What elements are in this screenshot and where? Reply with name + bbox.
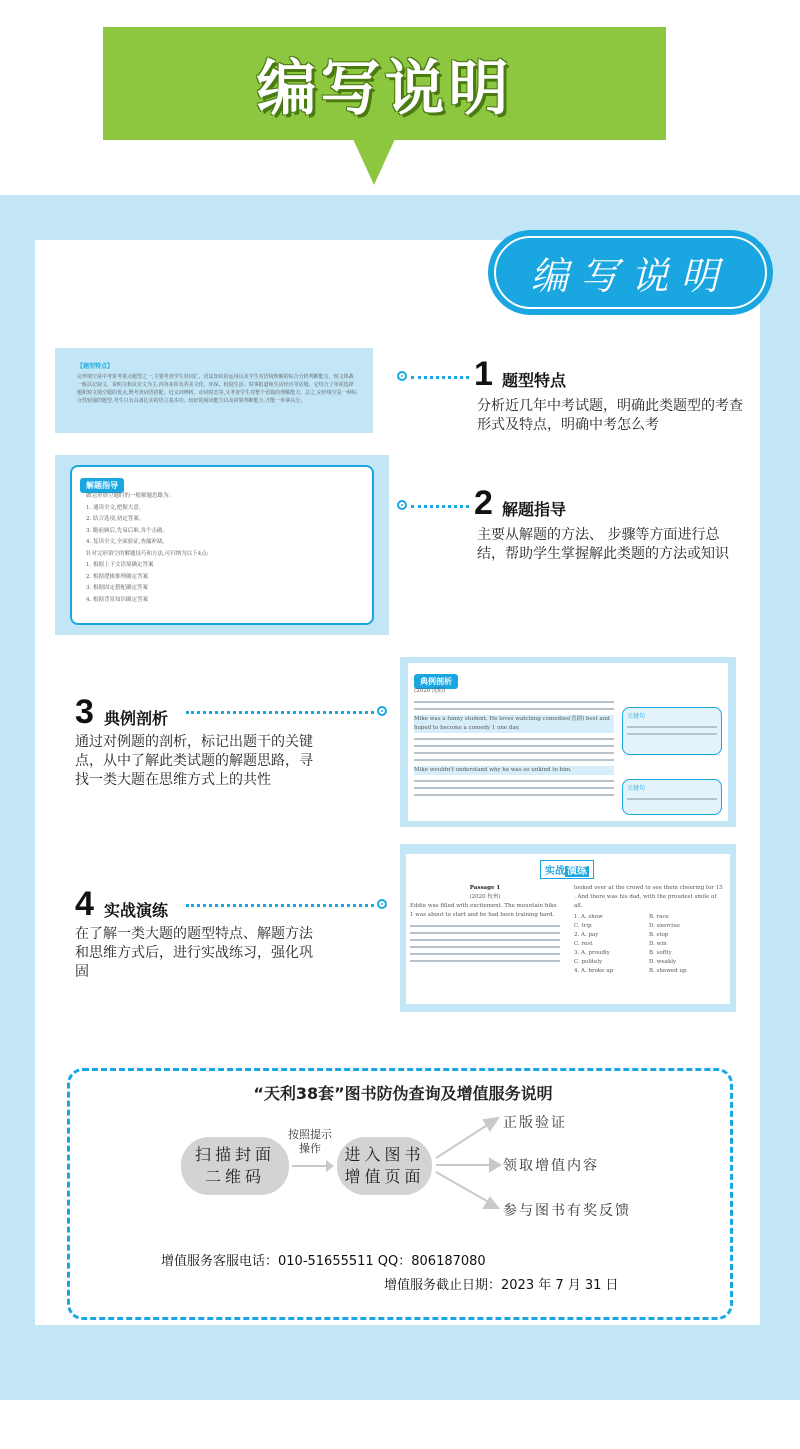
note-title: 关键句 xyxy=(627,785,646,792)
option: C. politely xyxy=(574,959,603,965)
section-1-desc: 分析近几年中考试题，明确此类题型的考查形式及特点，明确中考怎么考 xyxy=(477,398,743,433)
connector-dot xyxy=(377,706,387,716)
note-title: 关键句 xyxy=(627,713,646,720)
section-2-title: 解题指导 xyxy=(502,500,567,519)
thumb2-line: 2. 结合选项,初定答案。 xyxy=(86,516,145,522)
banner-title: 编写说明 xyxy=(256,53,513,124)
option: C. trip xyxy=(574,923,592,929)
section-1-number: 1 xyxy=(474,355,493,393)
connector-line xyxy=(411,505,469,509)
thumb4-text-right: looked over at the crowd to see them cheering for 15 . And there was his dad, with the proudest smile of all. xyxy=(574,885,723,909)
thumb2-line: 2. 根据逻辑推理确定答案 xyxy=(86,573,148,580)
option: D. exercise xyxy=(649,923,680,929)
thumb2-line: 4. 复读全文,全面验证,查漏补缺。 xyxy=(86,539,168,545)
option: D. weakly xyxy=(649,959,677,965)
thumb-question-features xyxy=(55,348,373,433)
option: B. softly xyxy=(649,950,672,956)
thumb2-line: 做完形填空题时的一般解题思路为: xyxy=(86,493,171,499)
thumb2-line: 3. 瞻前顾后,先易后难,各个击破。 xyxy=(86,527,168,534)
hint-text: 按照提示 操作 xyxy=(288,1128,332,1155)
option: B. stop xyxy=(649,932,669,938)
connector-line xyxy=(186,904,374,908)
thumb2-line: 1. 根据上下文语境确定答案 xyxy=(86,562,154,568)
section-4-number: 4 xyxy=(75,885,94,923)
thumb4-city: (2020 杭州) xyxy=(469,894,501,900)
result-verify: 正版验证 xyxy=(503,1115,567,1131)
service-deadline: 增值服务截止日期：2023 年 7 月 31 日 xyxy=(384,1278,619,1293)
result-content: 领取增值内容 xyxy=(503,1158,599,1174)
pill-title: 编写说明 xyxy=(530,254,731,298)
thumb3-note xyxy=(622,707,722,755)
section-4-title: 实战演练 xyxy=(104,901,169,920)
section-4-desc: 在了解一类大题的题型特点、解题方法和思维方式后，进行实战练习，强化巩固 xyxy=(75,926,313,980)
section-1-title: 题型特点 xyxy=(502,371,567,390)
thumb3-line: Mike wouldn't understand why he was so unkind to him. xyxy=(414,766,614,775)
option: 1. A. show xyxy=(574,914,603,920)
option: C. rest xyxy=(574,941,593,947)
thumb2-line: 针对完形填空的解题技巧和方法,可归纳为以下4点: xyxy=(86,550,209,557)
thumb4-tag2: 演练 xyxy=(567,866,587,877)
option: 3. A. proudly xyxy=(574,950,610,956)
service-phone: 增值服务客服电话：010-51655511 QQ：806187080 xyxy=(161,1254,486,1269)
connector-dot xyxy=(397,500,407,510)
section-heading-pill xyxy=(488,230,773,315)
title-banner xyxy=(103,27,666,140)
thumb-example-analysis xyxy=(400,657,736,827)
connector-dot xyxy=(397,371,407,381)
thumb3-tag: 典例剖析 xyxy=(414,674,458,689)
thumb1-tag: 【题型特点】 xyxy=(77,363,114,370)
section-2-desc: 主要从解题的方法、 步骤等方面进行总结，帮助学生掌握解此类题的方法或知识 xyxy=(477,527,729,562)
thumb3-source: (2020 沈阳) xyxy=(414,688,446,694)
thumb1-text: 完形填空是中考常考重点题型之一,主要考查学生对词汇、语法知识的运用以及学生对语境理解的综合分析判断能力。短文体裁一般以记叙文、说明文和议论文为主,内容多涉及英美文化、环保、校园生活、时事报道和生活经历等话题。它结合了单项选择题和短文填空题的优点,既考查词语搭配、近义词辨析、动词时态等,又考查学生对整个语篇的理解能力。总之,完形填空是一种综合性较强的题型,考生只有具备扎实的语言基本功、较好的阅读能力以及同领判断能力,才能一举拿高分。 xyxy=(77,374,357,404)
thumb3-line: Mike was a funny student. He loves watching comedies(喜剧) best and hoped to become a comedy 1 one day. xyxy=(414,715,614,733)
option: B. race xyxy=(649,914,669,920)
thumb2-line: 3. 根据固定搭配确定答案 xyxy=(86,585,148,591)
enter-step: 进入图书 增值页面 xyxy=(337,1137,432,1195)
flow-arrow xyxy=(292,1165,328,1167)
thumb2-line: 1. 通读全文,把握大意。 xyxy=(86,504,145,511)
option: B. showed up xyxy=(649,968,687,974)
section-2-number: 2 xyxy=(474,484,493,522)
connector-line xyxy=(411,376,469,380)
connector-line xyxy=(186,711,374,715)
thumb3-note xyxy=(622,779,722,815)
thumb2-line: 4. 根据背景知识确定答案 xyxy=(86,596,148,603)
section-3-desc: 通过对例题的剖析，标记出题干的关键点，从中了解此类试题的解题思路，寻找一类大题在思维方式上的共性 xyxy=(75,734,313,788)
thumb4-text-left: Eddie was filled with excitement. The mountain bike 1 was about to start and he had been training hard. xyxy=(410,903,557,918)
section-3-number: 3 xyxy=(75,693,94,731)
thumb-practice xyxy=(400,844,736,1012)
connector-dot xyxy=(377,899,387,909)
service-title: “天利38套”图书防伪查询及增值服务说明 xyxy=(253,1084,553,1103)
option: 2. A. pay xyxy=(574,932,599,938)
thumb4-tag1: 实战 xyxy=(545,866,565,877)
option: 4. A. broke up xyxy=(574,968,614,974)
thumb2-tag: 解题指导 xyxy=(80,478,124,493)
section-3-title: 典例剖析 xyxy=(104,709,169,728)
thumb-solving-guide xyxy=(55,455,389,635)
thumb2-list xyxy=(86,491,366,606)
thumb4-tag xyxy=(540,860,594,879)
scan-step: 扫描封面 二维码 xyxy=(181,1137,289,1195)
option: D. win xyxy=(649,941,667,947)
banner-arrow xyxy=(353,139,395,185)
thumb4-options xyxy=(574,913,724,976)
branch-arrows xyxy=(432,1108,512,1218)
thumb4-passage: Passage 1 xyxy=(469,885,501,891)
result-feedback: 参与图书有奖反馈 xyxy=(503,1203,631,1219)
